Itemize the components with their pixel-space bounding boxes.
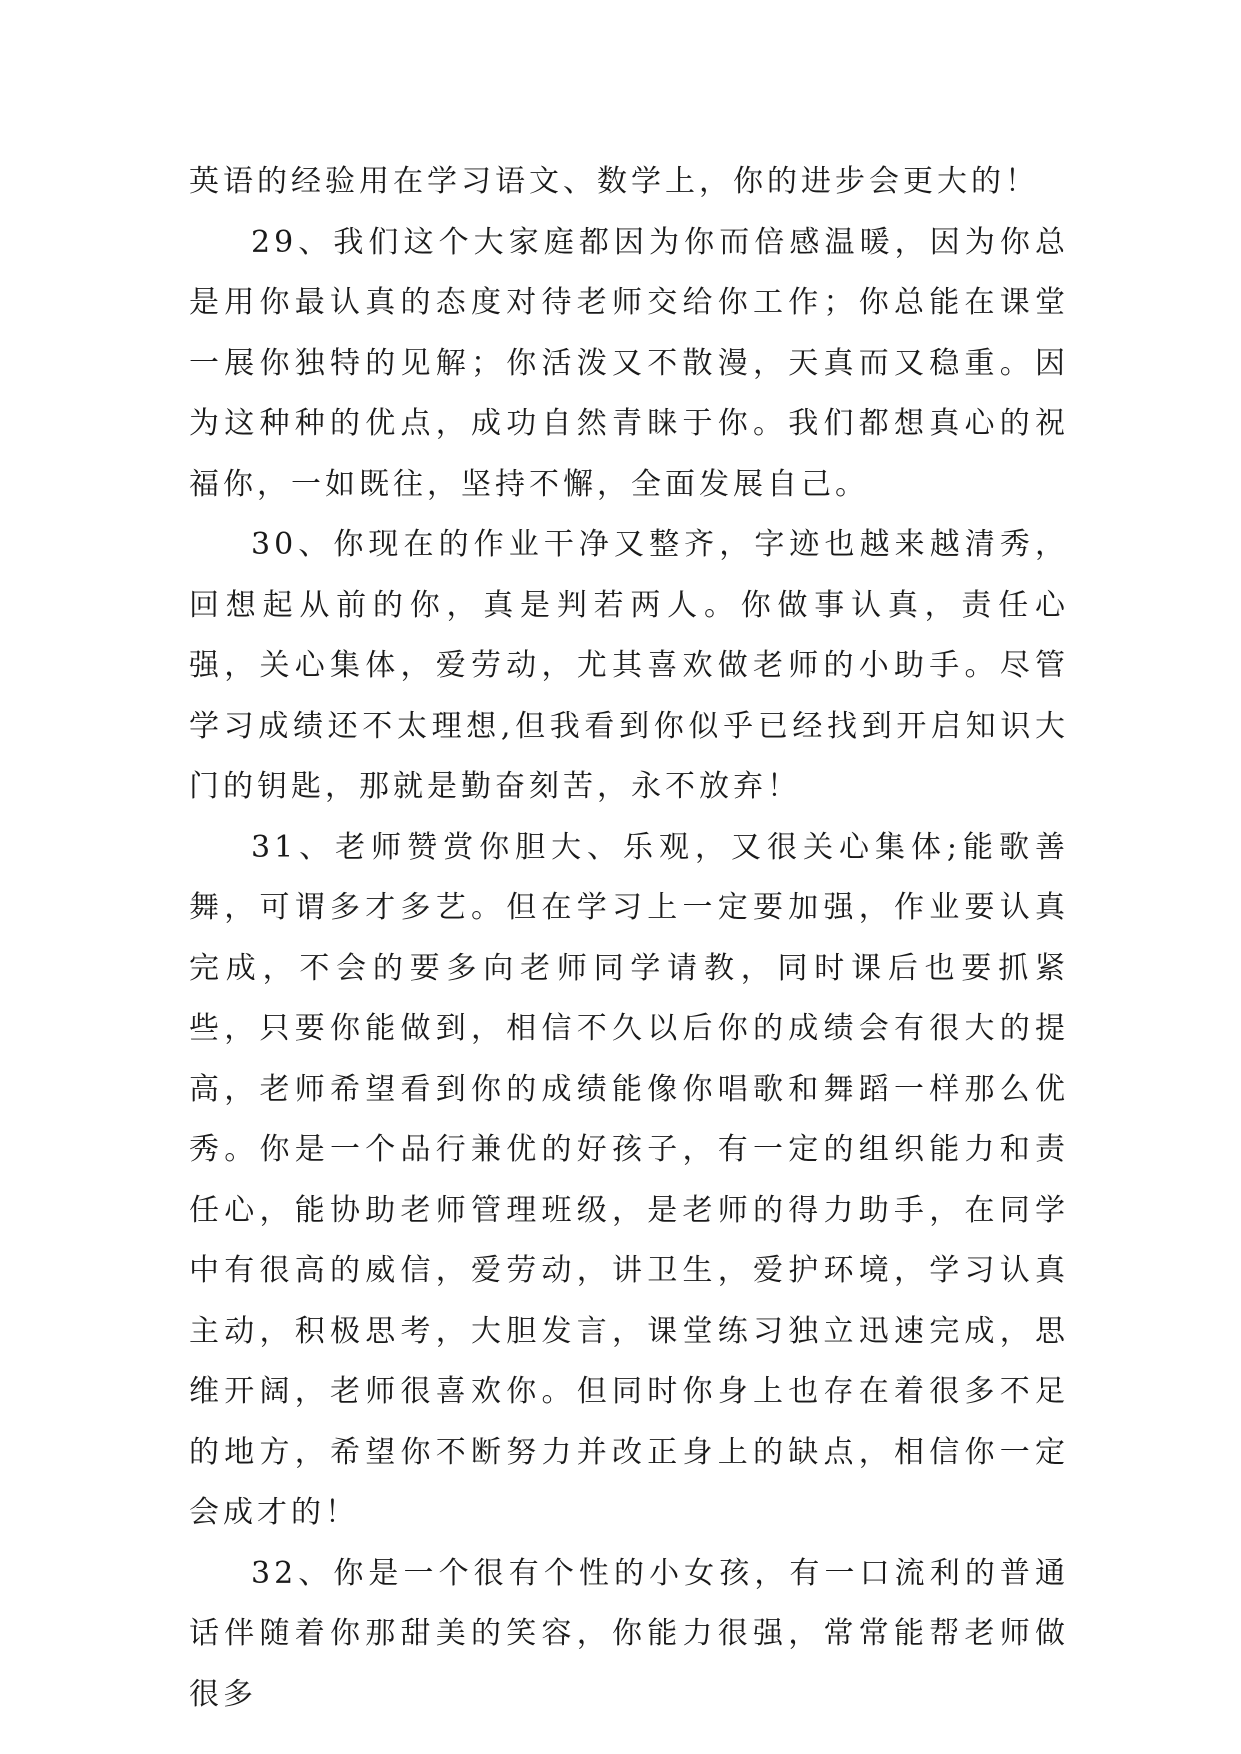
paragraph-continuation: 英语的经验用在学习语文、数学上，你的进步会更大的！ xyxy=(189,164,1039,199)
paragraph-32: 32、你是一个很有个性的小女孩，有一口流利的普通话伴随着你那甜美的笑容，你能力很强，常常能帮老师做很多 xyxy=(189,1555,1069,1712)
document-body xyxy=(189,152,1069,1725)
paragraph-29: 29、我们这个大家庭都因为你而倍感温暖，因为你总是用你最认真的态度对待老师交给你工作；你总能在课堂一展你独特的见解；你活泼又不散漫，天真而又稳重。因为这种种的优点，成功自然青睐于你。我们都想真心的祝福你，一如既往，坚持不懈，全面发展自己。 xyxy=(189,224,1069,502)
paragraph-31: 31、老师赞赏你胆大、乐观，又很关心集体;能歌善舞，可谓多才多艺。但在学习上一定要加强，作业要认真完成，不会的要多向老师同学请教，同时课后也要抓紧些，只要你能做到，相信不久以后你的成绩会有很大的提高，老师希望看到你的成绩能像你唱歌和舞蹈一样那么优秀。你是一个品行兼优的好孩子，有一定的组织能力和责任心，能协助老师管理班级，是老师的得力助手，在同学中有很高的威信，爱劳动，讲卫生，爱护环境，学习认真主动，积极思考，大胆发言，课堂练习独立迅速完成，思维开阔，老师很喜欢你。但同时你身上也存在着很多不足的地方，希望你不断努力并改正身上的缺点，相信你一定会成才的！ xyxy=(189,829,1069,1530)
paragraph-30: 30、你现在的作业干净又整齐，字迹也越来越清秀，回想起从前的你，真是判若两人。你做事认真，责任心强，关心集体，爱劳动，尤其喜欢做老师的小助手。尽管学习成绩还不太理想,但我看到你似乎已经找到开启知识大门的钥匙，那就是勤奋刻苦，永不放弃！ xyxy=(189,527,1069,804)
